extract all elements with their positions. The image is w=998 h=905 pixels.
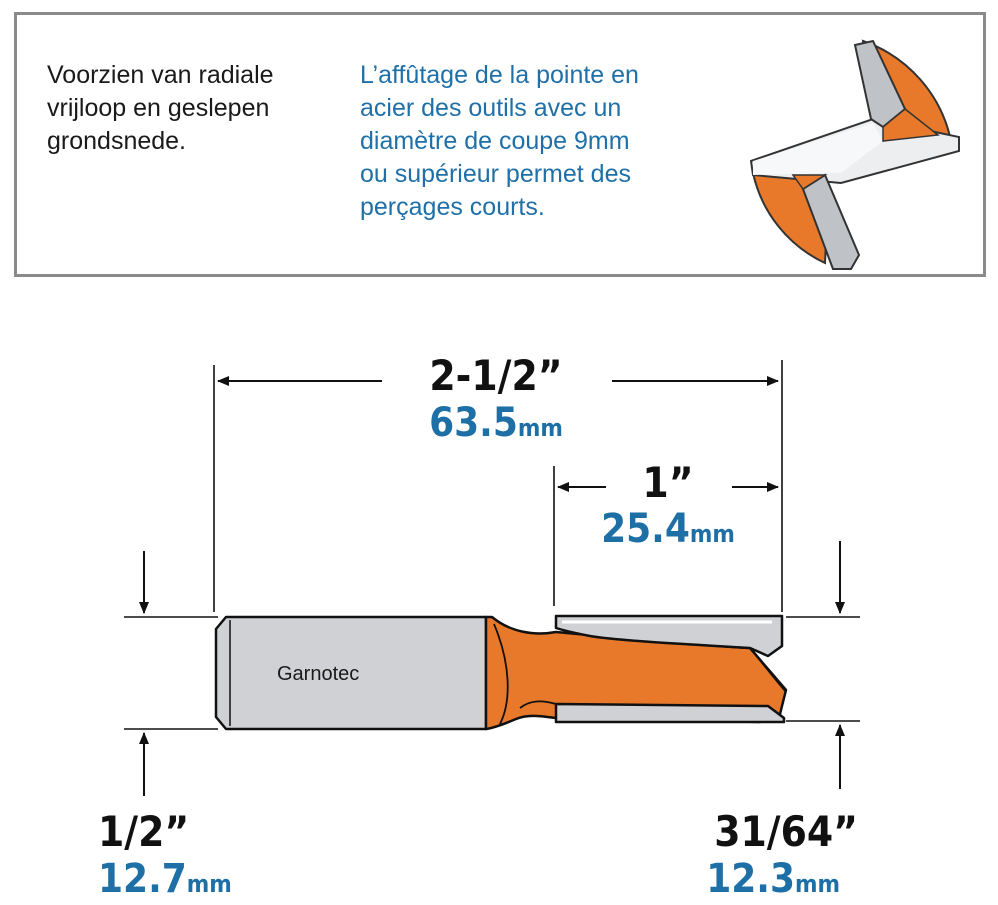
brand-label: Garnotec (277, 663, 360, 685)
overall-length-unit: mm (517, 414, 563, 442)
shank-diameter-imperial: 1/2” (98, 807, 190, 856)
shank-diameter-metric-label (98, 856, 232, 902)
overall-length-metric-label (429, 400, 563, 446)
cutting-length-metric-label (601, 506, 735, 552)
overall-length-imperial: 2-1/2” (429, 351, 563, 400)
cutting-length-imperial: 1” (642, 458, 694, 507)
shank-diameter-metric: 12.7 (98, 856, 187, 902)
cutting-diameter-metric-label (706, 856, 840, 902)
cutting-length-unit: mm (689, 520, 735, 548)
cutting-diameter-metric: 12.3 (706, 856, 795, 902)
carbide-blade-lower (556, 704, 784, 722)
cutting-length-metric: 25.4 (601, 506, 690, 552)
cutting-diameter-imperial: 31/64” (714, 807, 858, 856)
overall-length-metric: 63.5 (429, 400, 518, 446)
info-text-dutch: Voorzien van radiale vrijloop en geslepen grondsnede. (47, 61, 274, 155)
shank-diameter-unit: mm (186, 870, 232, 898)
cutting-diameter-unit: mm (795, 870, 840, 898)
info-text-french: L’affûtage de la pointe en acier des outils avec un diamètre de coupe 9mm ou supérieur permet des perçages courts. (360, 61, 639, 221)
